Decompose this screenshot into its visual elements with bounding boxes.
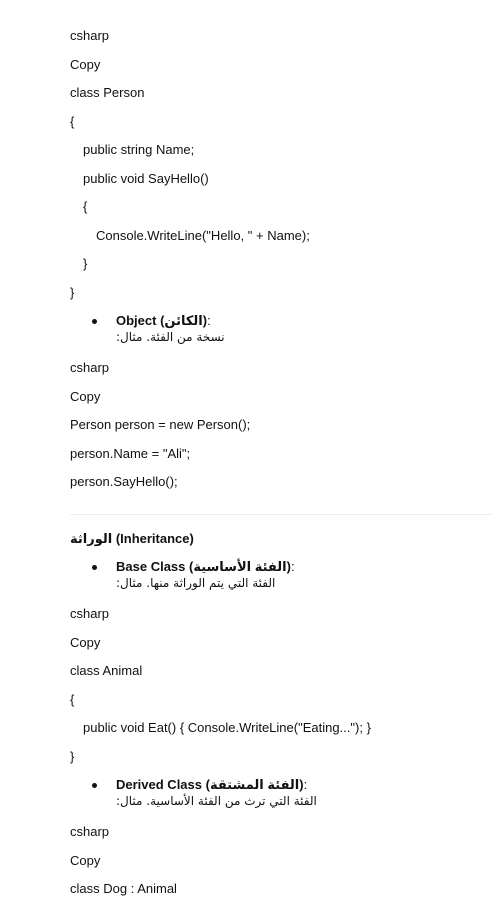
code-line: { bbox=[70, 692, 75, 707]
code-line: } bbox=[70, 749, 75, 764]
bullet-icon bbox=[92, 319, 97, 324]
section-heading: الوراثة (Inheritance) bbox=[70, 531, 194, 546]
bullet-description: نسخة من الفئة. مثال: bbox=[116, 330, 225, 344]
code-line: public string Name; bbox=[83, 142, 195, 157]
section-divider bbox=[70, 514, 493, 515]
bullet-icon bbox=[92, 783, 97, 788]
bullet-description: الفئة التي يتم الوراثة منها. مثال: bbox=[116, 576, 276, 590]
code-language-label: csharp bbox=[70, 28, 110, 43]
code-line: Person person = new Person(); bbox=[70, 417, 251, 432]
code-line: person.SayHello(); bbox=[70, 474, 178, 489]
code-line: public void SayHello() bbox=[83, 171, 209, 186]
copy-button[interactable]: Copy bbox=[70, 635, 101, 650]
copy-button[interactable]: Copy bbox=[70, 853, 101, 868]
bullet-description: الفئة التي ترث من الفئة الأساسية. مثال: bbox=[116, 794, 317, 808]
code-line: { bbox=[70, 114, 75, 129]
copy-button[interactable]: Copy bbox=[70, 57, 101, 72]
code-line: } bbox=[83, 256, 88, 271]
code-line: Console.WriteLine("Hello, " + Name); bbox=[96, 228, 310, 243]
copy-button[interactable]: Copy bbox=[70, 389, 101, 404]
code-language-label: csharp bbox=[70, 360, 110, 375]
bullet-title: Object (الكائن): bbox=[116, 313, 211, 328]
code-language-label: csharp bbox=[70, 824, 110, 839]
code-line: class Dog : Animal bbox=[70, 881, 177, 896]
bullet-title: Base Class (الفئة الأساسية): bbox=[116, 559, 295, 574]
code-line: public void Eat() { Console.WriteLine("Eating..."); } bbox=[83, 720, 371, 735]
bullet-title: Derived Class (الفئة المشتقة): bbox=[116, 777, 308, 792]
code-line: class Person bbox=[70, 85, 145, 100]
bullet-icon bbox=[92, 565, 97, 570]
code-line: person.Name = "Ali"; bbox=[70, 446, 191, 461]
code-language-label: csharp bbox=[70, 606, 110, 621]
code-line: } bbox=[70, 285, 75, 300]
code-line: class Animal bbox=[70, 663, 143, 678]
code-line: { bbox=[83, 199, 88, 214]
